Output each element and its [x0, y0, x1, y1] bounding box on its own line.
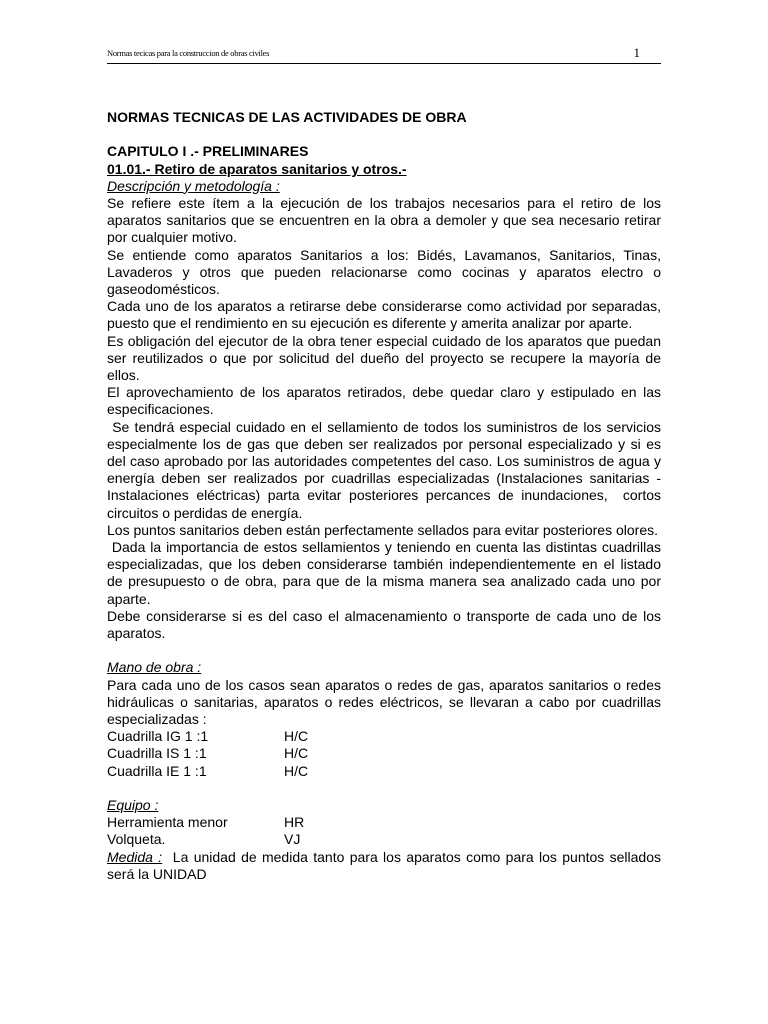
document-body [107, 109, 665, 883]
medida-paragraph [107, 848, 665, 883]
medida-heading: Medida : [107, 848, 163, 865]
cuadrilla-name: Cuadrilla IS 1 :1 [107, 745, 207, 762]
equipo-name: Volqueta. [107, 831, 166, 848]
cuadrilla-unit: H/C [284, 762, 309, 779]
paragraph: El aprovechamiento de los aparatos retirados, debe quedar claro y estipulado en las especificaciones. [107, 384, 661, 418]
equipo-unit: VJ [284, 831, 301, 848]
cuadrilla-row [107, 745, 661, 762]
descripcion-heading: Descripción y metodología : [107, 177, 280, 194]
equipo-row [107, 814, 661, 831]
medida-text: La unidad de medida tanto para los aparatos como para los puntos sellados será la UNIDAD [107, 848, 665, 882]
mano-de-obra-heading: Mano de obra : [107, 659, 202, 676]
running-header-title: Normas tecicas para la construccion de obras civiles [107, 48, 270, 58]
paragraph: Los puntos sanitarios deben están perfectamente sellados para evitar posteriores olores. [107, 521, 658, 538]
paragraph: Se tendrá especial cuidado en el sellamiento de todos los suministros de los servicios especialmente los de gas que deben ser realizados por personal especializado y si es del caso aprobado por las autoridades competentes del caso. Los suministros de agua y energía deben ser realizados por cuadrillas especializadas (Instalaciones sanitarias - Instalaciones eléctricas) parta evitar posteriores percances de inundaciones, cortos circuitos o perdidas de energía. [107, 418, 665, 521]
paragraph: Se entiende como aparatos Sanitarios a los: Bidés, Lavamanos, Sanitarios, Tinas, Lavaderos y otros que pueden relacionarse como cocinas y aparatos electro o gaseodomésticos. [107, 246, 661, 298]
paragraph: Dada la importancia de estos sellamientos y teniendo en cuenta las distintas cuadrillas especializadas, que los deben considerarse también independientemente en el listado de presupuesto o de obra, para que de la misma manera sea analizado cada uno por aparte. [107, 539, 665, 607]
mano-de-obra-text: Para cada uno de los casos sean aparatos o redes de gas, aparatos sanitarios o redes hidráulicas o sanitarias, aparatos o redes eléctricos, se llevaran a cabo por cuadrillas especializadas : [107, 676, 661, 728]
paragraph: Cada uno de los aparatos a retirarse debe considerarse como actividad por separadas, puesto que el rendimiento en su ejecución es diferente y amerita analizar por aparte. [107, 298, 661, 332]
cuadrilla-row [107, 728, 661, 745]
cuadrilla-name: Cuadrilla IG 1 :1 [107, 728, 209, 745]
cuadrilla-name: Cuadrilla IE 1 :1 [107, 762, 207, 779]
cuadrilla-unit: H/C [284, 728, 309, 745]
cuadrilla-row [107, 763, 661, 780]
paragraph: Es obligación del ejecutor de la obra tener especial cuidado de los aparatos que puedan ser reutilizados o que por solicitud del dueño del proyecto se recupere la mayoría de ellos. [107, 332, 661, 384]
equipo-row [107, 831, 661, 848]
equipo-heading: Equipo : [107, 797, 159, 814]
document-title: NORMAS TECNICAS DE LAS ACTIVIDADES DE OBRA [107, 109, 467, 125]
page-number: 1 [633, 45, 640, 60]
equipo-name: Herramienta menor [107, 814, 228, 831]
page-header [107, 46, 661, 64]
paragraph: Debe considerarse si es del caso el almacenamiento o transporte de cada uno de los aparatos. [107, 607, 661, 642]
equipo-unit: HR [284, 814, 305, 831]
chapter-heading: CAPITULO I .- PRELIMINARES [107, 143, 309, 160]
spacer [107, 642, 661, 659]
paragraph: Se refiere este ítem a la ejecución de los trabajos necesarios para el retiro de los aparatos sanitarios que se encuentren en la obra a demoler y que sea necesario retirar por cualquier motivo. [107, 195, 661, 246]
spacer [107, 780, 661, 797]
cuadrilla-unit: H/C [284, 745, 309, 762]
section-heading: 01.01.- Retiro de aparatos sanitarios y otros.- [107, 160, 407, 177]
